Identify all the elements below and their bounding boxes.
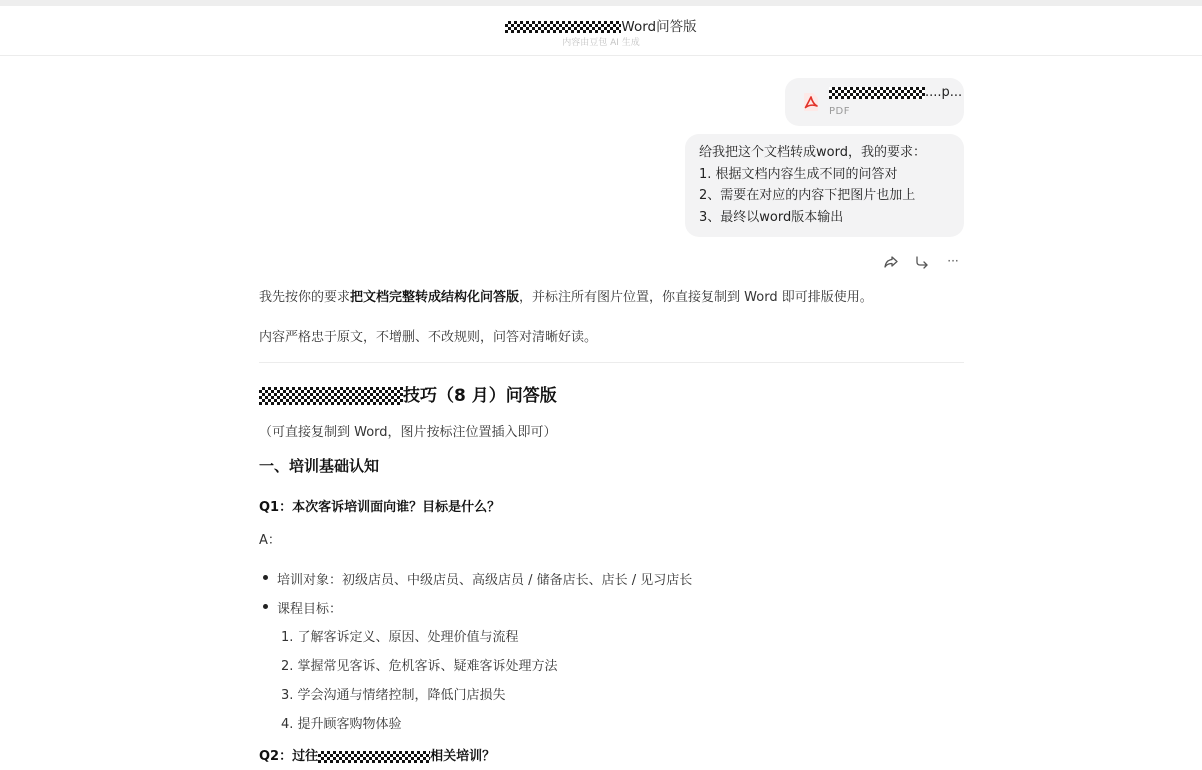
redacted-q2-text [318,751,430,763]
answer-label: A： [259,533,281,548]
redacted-title-text [505,21,621,33]
doc-subtitle: （可直接复制到 Word，图片按标注位置插入即可） [259,425,557,440]
goal-item: 1. 了解客诉定义、原因、处理价值与流程 [281,630,519,645]
share-icon[interactable] [882,253,900,271]
bullet-course-goals: 课程目标： [277,602,343,617]
goal-item: 4. 提升顾客购物体验 [281,717,402,732]
message-line: 2、需要在对应的内容下把图片也加上 [699,188,916,203]
intro-paragraph: 我先按你的要求把文档完整转成结构化问答版，并标注所有图片位置，你直接复制到 Word 即可排版使用。 [259,290,873,305]
redacted-file-name [829,87,925,99]
attachment-name: ....p... [829,85,962,100]
divider [259,362,964,363]
question-1: Q1：本次客诉培训面向谁？目标是什么？ [259,500,501,515]
user-message-bubble [685,134,964,237]
intro-bold: 把文档完整转成结构化问答版 [350,290,520,305]
attachment-type: PDF [829,106,850,117]
doc-title: 技巧（8 月）问答版 [259,381,964,406]
message-line: 3、最终以word版本输出 [699,209,844,225]
bullet-dot [263,575,268,580]
goal-item: 3. 学会沟通与情绪控制，降低门店损失 [281,688,506,703]
page-title: Word问答版 [0,15,1202,35]
message-line: 给我把这个文档转成word，我的要求： [699,145,926,160]
bullet-training-audience: 培训对象：初级店员、中级店员、高级店员 / 储备店长、店长 / 见习店长 [277,573,693,588]
message-line: 1. 根据文档内容生成不同的问答对 [699,166,898,182]
redacted-doc-title [259,387,403,405]
reply-icon[interactable] [913,253,931,271]
ai-generated-note: 内容由豆包 AI 生成 [562,38,640,48]
pdf-attachment-card[interactable] [785,78,964,126]
more-icon[interactable]: ··· [947,254,959,268]
bullet-dot [263,604,268,609]
question-2: Q2：过往 相关培训？ [259,749,496,764]
message-actions [880,253,965,271]
pdf-icon [802,92,820,112]
goal-item: 2. 掌握常见客诉、危机客诉、疑难客诉处理方法 [281,659,558,674]
chat-header [0,6,1202,56]
section-heading: 一、培训基础认知 [259,457,380,475]
intro-paragraph-2: 内容严格忠于原文，不增删、不改规则，问答对清晰好读。 [259,330,598,345]
